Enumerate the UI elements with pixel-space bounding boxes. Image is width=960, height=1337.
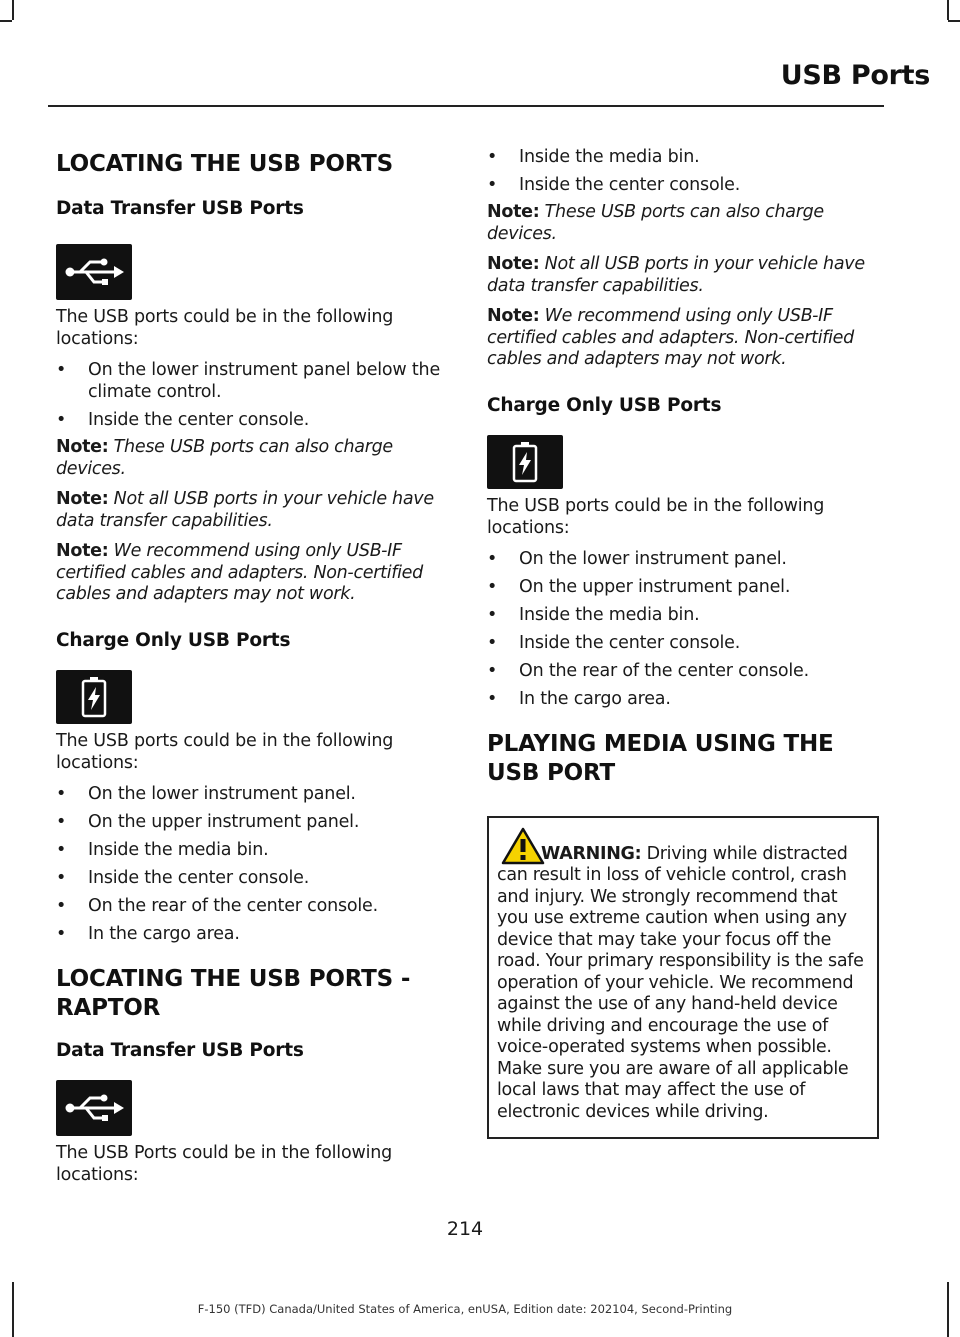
intro-text: The USB ports could be in the following locations: [56, 307, 394, 349]
note: Note: Not all USB ports in your vehicle have data transfer capabilities. [487, 254, 865, 296]
subsection-heading: Data Transfer USB Ports [56, 198, 304, 219]
location-list [56, 359, 448, 431]
subsection-heading: Charge Only USB Ports [487, 394, 722, 416]
list-item: • Inside the center console. [487, 632, 741, 653]
list-item: • Inside the media bin. [487, 147, 700, 167]
battery-charge-icon [487, 435, 563, 489]
crop-mark [12, 0, 14, 20]
note: Note: These USB ports can also charge devices. [487, 202, 824, 244]
list-item: • In the cargo area. [487, 688, 671, 709]
intro-text: The USB ports could be in the following locations: [56, 730, 394, 773]
left-column [56, 130, 448, 1186]
warning-triangle-icon [501, 827, 545, 865]
note: Note: These USB ports can also charge devices. [56, 437, 393, 479]
list-item: • On the rear of the center console. [56, 895, 378, 916]
crop-mark [0, 20, 12, 22]
list-item: • On the upper instrument panel. [487, 576, 791, 597]
note: Note: Not all USB ports in your vehicle have data transfer capabilities. [56, 489, 434, 531]
list-item: • Inside the media bin. [56, 839, 269, 860]
crop-mark [948, 20, 960, 22]
location-list [56, 783, 448, 945]
list-item: • In the cargo area. [56, 923, 240, 944]
subsection-heading: Data Transfer USB Ports [56, 1039, 304, 1061]
crop-mark [947, 0, 949, 20]
right-column [487, 146, 879, 1139]
list-item: • Inside the media bin. [487, 604, 700, 625]
page-number: 214 [446, 1218, 484, 1240]
section-heading: LOCATING THE USB PORTS - RAPTOR [56, 965, 411, 1021]
warning-box [487, 816, 879, 1140]
list-item: • Inside the center console. [56, 867, 310, 888]
list-item: • On the upper instrument panel. [56, 811, 360, 832]
list-item: • On the lower instrument panel. [487, 548, 787, 569]
footer-text: F-150 (TFD) Canada/United States of America, enUSA, Edition date: 202104, Second-Printing [197, 1302, 733, 1316]
usb-icon [56, 1080, 132, 1136]
location-list [487, 146, 879, 196]
intro-text: The USB ports could be in the following locations: [487, 495, 825, 538]
list-item: • Inside the center console. [487, 175, 741, 195]
location-list [487, 548, 879, 710]
battery-charge-icon [56, 670, 132, 724]
list-item: • On the lower instrument panel below the climate control. [56, 360, 441, 402]
section-heading: LOCATING THE USB PORTS [56, 151, 394, 177]
list-item: • On the rear of the center console. [487, 660, 809, 681]
list-item: • On the lower instrument panel. [56, 783, 356, 804]
subsection-heading: Charge Only USB Ports [56, 629, 291, 651]
usb-icon [56, 244, 132, 300]
page-title: USB Ports [780, 60, 930, 91]
crop-mark [947, 1282, 949, 1337]
warning-label: WARNING: [541, 843, 642, 864]
list-item: • Inside the center console. [56, 410, 310, 430]
warning-text: Driving while distracted can result in loss of vehicle control, crash and injury. We strongly recommend that you use extreme caution when using any device that may take your focus off the road. Your primary responsibility is the safe operation of your vehicle. We recommend against the use of any hand-held device while driving and encourage the use of voice-operated systems when possible. Make sure you are aware of all applicable local laws that may affect the use of electronic devices while driving. [497, 843, 864, 1122]
note: Note: We recommend using only USB-IF certified cables and adapters. Non-certified cables and adapters may not work. [487, 306, 854, 369]
intro-text: The USB Ports could be in the following locations: [56, 1142, 393, 1185]
note: Note: We recommend using only USB-IF certified cables and adapters. Non-certified cables and adapters may not work. [56, 541, 423, 604]
header-divider [48, 105, 884, 107]
section-heading: PLAYING MEDIA USING THE USB PORT [487, 730, 834, 786]
